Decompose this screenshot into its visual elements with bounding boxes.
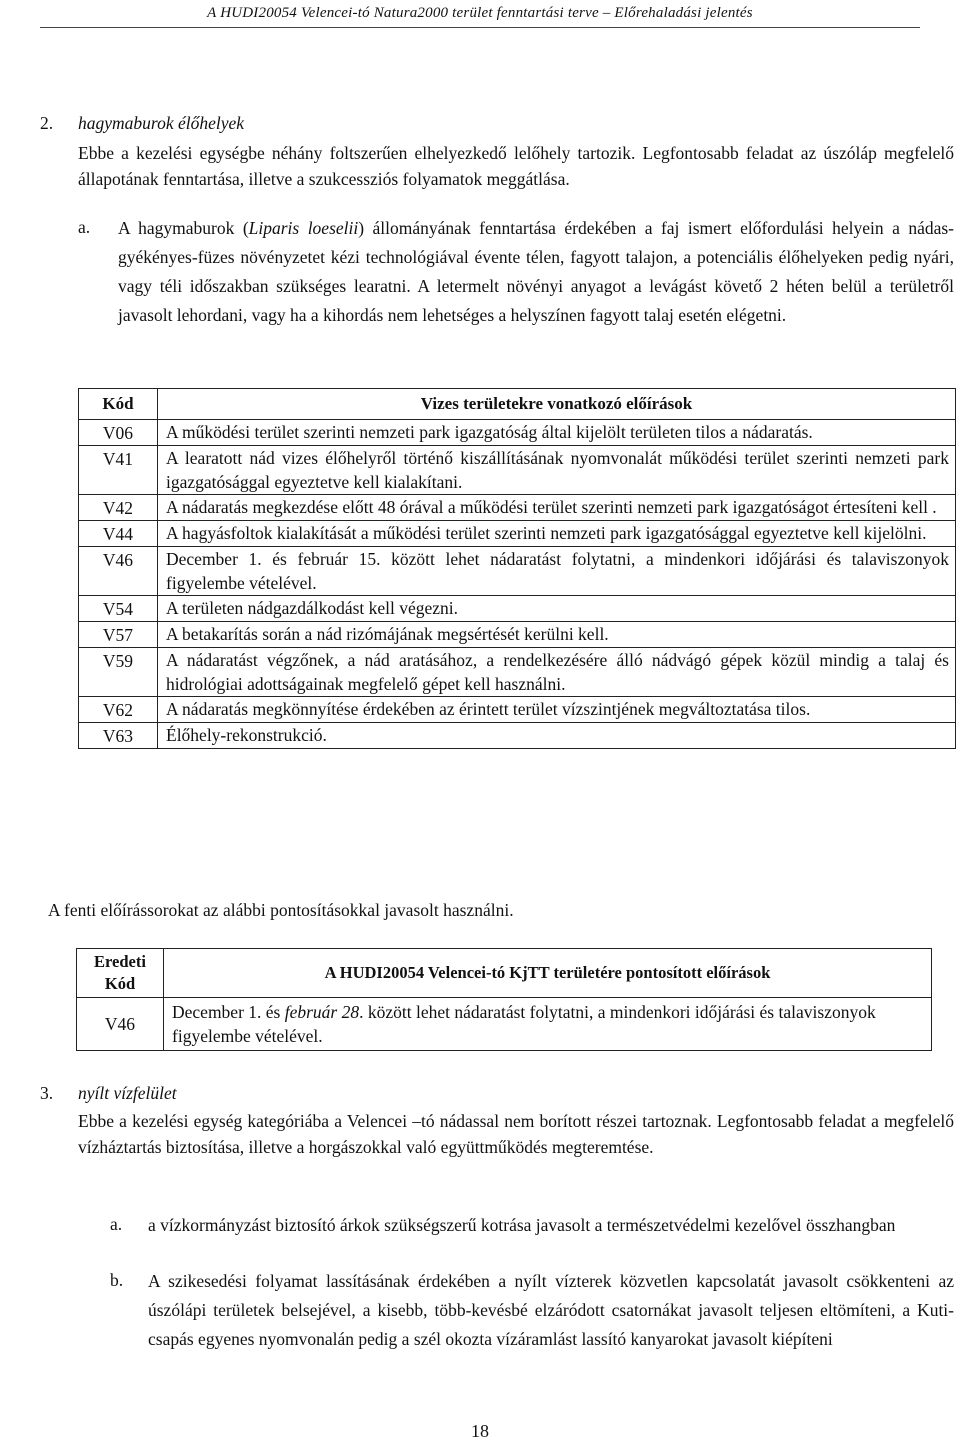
row-text: A betakarítás során a nád rizómájának megsértését kerülni kell. <box>158 622 956 648</box>
section-3-title: nyílt vízfelület <box>78 1083 177 1103</box>
row-code: V57 <box>79 622 158 648</box>
table-row <box>77 998 932 1051</box>
row-code: V41 <box>79 446 158 495</box>
section-2-item-a <box>118 214 954 330</box>
row-text-post: . között lehet nádaratást folytatni, a mindenkori időjárási és talaviszonyok figyelembe vételével. <box>172 1002 876 1046</box>
table-row <box>79 648 956 697</box>
row-code: V59 <box>79 648 158 697</box>
species-name: Liparis loeselii <box>248 218 359 238</box>
section-2-number: 2. <box>40 113 54 133</box>
row-text: A nádaratást végzőnek, a nád aratásához, a rendelkezésére álló nádvágó gépek közül mindig a talaj és hidrológiai adottságainak megfelelő gépet kell használni. <box>158 648 956 697</box>
row-code: V42 <box>79 495 158 521</box>
section-2-intro: Ebbe a kezelési egységbe néhány foltszerűen elhelyezkedő lelőhely tartozik. Legfontosabb feladat az úszóláp megfelelő állapotának fenntartása, illetve a szukcessziós folyamatok meggátlása. <box>78 143 954 189</box>
section-3-intro: Ebbe a kezelési egység kategóriába a Velencei –tó nádassal nem borított részei tartoznak. Legfontosabb feladat a megfelelő vízháztartás biztosítása, illetve a horgászokkal való együttműködés megteremtése. <box>78 1111 954 1157</box>
header-divider <box>40 27 920 28</box>
table-row <box>79 420 956 446</box>
row-text: A hagyásfoltok kialakítását a működési terület szerinti nemzeti park igazgatósággal egyeztetve kell kijelölni. <box>158 521 956 547</box>
row-code: V63 <box>79 723 158 749</box>
column-header-text: Vizes területekre vonatkozó előírások <box>158 389 956 420</box>
row-text-emphasis: február 28 <box>284 1002 360 1022</box>
page-number: 18 <box>471 1421 489 1441</box>
section-3-item-text: A szikesedési folyamat lassításának érdekében a nyílt vízterek közvetlen kapcsolatát javasolt csökkenteni az úszólápi területek belsejével, a kisebb, több-kevésbé elzáródott csatornákat javasolt teljesen eltömíteni, a Kuti-csapás egyenes nyomvonalán pedig a szél okozta vízáramlást lassító kanyarokat javasolt kiépíteni <box>148 1271 954 1349</box>
row-code: V46 <box>77 998 164 1051</box>
row-text: A learatott nád vizes élőhelyről történő kiszállításának nyomvonalát működési terület szerinti nemzeti park igazgatósággal egyeztetve kell kialakítani. <box>158 446 956 495</box>
item-a-text-post: ) állományának fenntartása érdekében a faj ismert előfordulási helyein a nádas-gyékényes-füzes növényzetet kézi technológiával évente télen, fagyott talajon, a potenciális élőhelyeken pedig nyári, vagy téli időszakban szükséges learatni. A letermelt növényi anyagot a levágást követő 2 héten belül a területről javasolt lehordani, vagy ha a kihordás nem lehetséges a helyszínen fagyott talaj esetén elégetni. <box>118 218 955 325</box>
prescriptions-table-body <box>79 420 956 749</box>
row-code: V06 <box>79 420 158 446</box>
row-text: A nádaratás megkezdése előtt 48 órával a működési terület szerinti nemzeti park igazgatóságot értesíteni kell . <box>158 495 956 521</box>
column-header-refined: A HUDI20054 Velencei-tó KjTT területére pontosított előírások <box>164 949 932 998</box>
table-header-row <box>77 949 932 998</box>
table-row <box>79 521 956 547</box>
refined-prescriptions-table <box>76 948 932 1051</box>
section-2-title: hagymaburok élőhelyek <box>78 113 245 133</box>
row-code: V44 <box>79 521 158 547</box>
running-header: A HUDI20054 Velencei-tó Natura2000 terület fenntartási terve – Előrehaladási jelentés <box>207 5 753 21</box>
row-text: A működési terület szerinti nemzeti park igazgatóság által kijelölt területen tilos a nádaratás. <box>158 420 956 446</box>
section-3-item-label: b. <box>110 1270 124 1290</box>
row-code: V46 <box>79 547 158 596</box>
section-2-item-a-label: a. <box>78 217 91 237</box>
section-3-item-text: a vízkormányzást biztosító árkok szükségszerű kotrása javasolt a természetvédelmi kezelővel összhangban <box>148 1215 896 1235</box>
prescriptions-table <box>78 388 956 749</box>
row-text: A nádaratás megkönnyítése érdekében az érintett terület vízszintjének megváltoztatása tilos. <box>158 697 956 723</box>
row-code: V62 <box>79 697 158 723</box>
table-row <box>79 547 956 596</box>
row-text <box>164 998 932 1051</box>
table-row <box>79 446 956 495</box>
section-3-number: 3. <box>40 1083 54 1103</box>
column-header-code: Kód <box>79 389 158 420</box>
table-row <box>79 723 956 749</box>
item-a-text-pre: A hagymaburok ( <box>118 218 249 238</box>
column-header-original-code: Eredeti Kód <box>77 949 164 998</box>
table-row <box>79 596 956 622</box>
table-header-row <box>79 389 956 420</box>
table-row <box>79 622 956 648</box>
table-row <box>79 697 956 723</box>
row-text: Élőhely-rekonstrukció. <box>158 723 956 749</box>
row-code: V54 <box>79 596 158 622</box>
between-text: A fenti előírássorokat az alábbi pontosításokkal javasolt használni. <box>48 900 514 920</box>
row-text: December 1. és február 15. között lehet nádaratást folytatni, a mindenkori időjárási és talaviszonyok figyelembe vételével. <box>158 547 956 596</box>
row-text: A területen nádgazdálkodást kell végezni. <box>158 596 956 622</box>
table-row <box>79 495 956 521</box>
section-3-item-label: a. <box>110 1214 123 1234</box>
row-text-pre: December 1. és <box>172 1002 285 1022</box>
